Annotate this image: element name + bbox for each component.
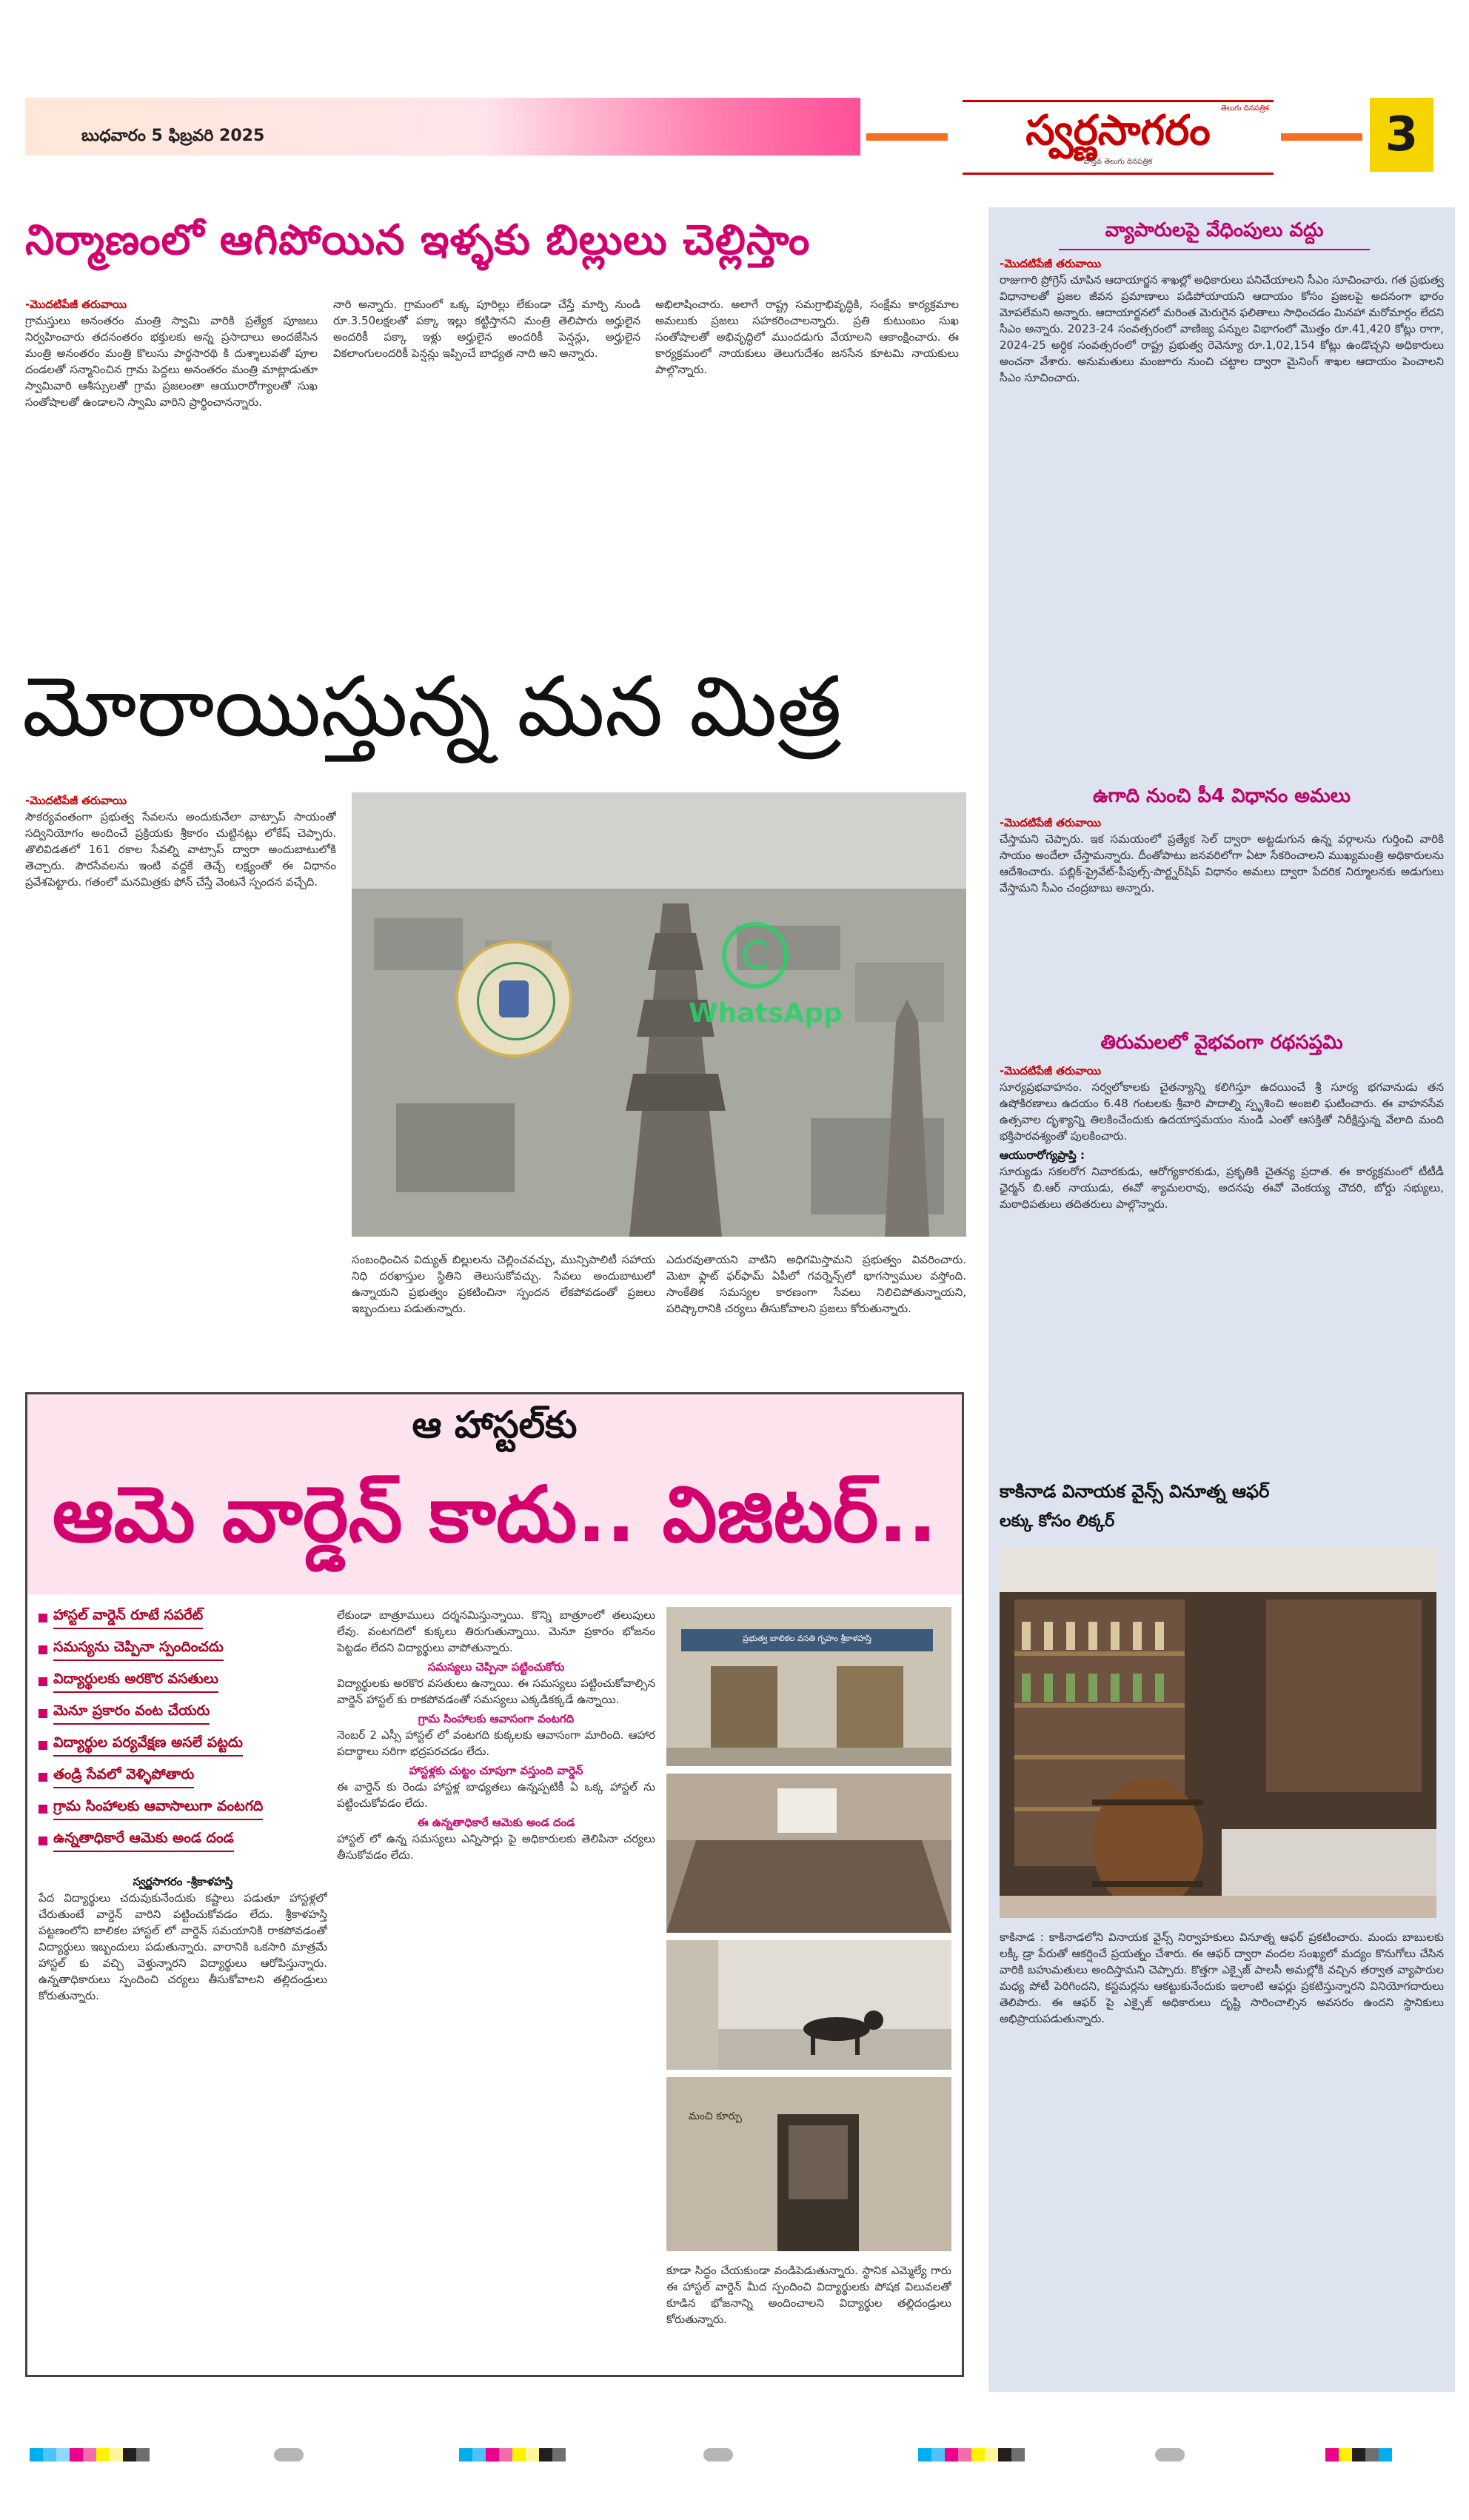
registration-pill-center [703,2448,733,2461]
article3-col2-subhead4: ఈ ఉన్నతాధికారే ఆమెకు అండ దండ [417,1816,575,1829]
kitchen-dog-scene [666,1940,951,2070]
sidebar-s1-text: రాజుగారి ప్రోగ్రెస్ చూపిన ఆదాయార్జన శాఖల్లో అధికారులు పనిచేయాలని సీఎం సూచించారు. గత ప్రభుత్వ విధానాలతో ప్రజల జీవన ప్రమాణాలు పడిపోయాయని ఆదాయం కోసం ప్రజలపై అదనంగా భారం మోపలేమని అన్నారు. ఆదాయార్జనలో మరింత మెరుగైన ఫలితాలు సాధించడం మినహా మరోమార్గం లేదని సీఎం అన్నారు. 2023-24 సంవత్సరంలో వాణిజ్య పన్నుల విభాగంలో మొత్తం రూ.41,420 కోట్లు రాగా, 2024-25 అర్ధిక సంవత్సరంలో రాష్ట్ర ప్రభుత్వ రెవెన్యూ రూ.1,02,154 కోట్లు ఉండొచ్చని అధికారులు అంచనా వేశారు. అనుమతులు మంజూరు నుంచి చట్టాల ద్వారా మైనింగ్ శాఖల ఆదాయం పెంచాలని సీఎం సూచించారు. [1000,273,1444,384]
hostel-photo-room [666,1774,951,1933]
hostel-sign-text: ప్రభుత్వ బాలికల వసతి గృహం శ్రీకాళహస్తి [742,1634,871,1643]
article1-byline: -మొదటిపేజీ తరువాయి [25,298,127,311]
sidebar-s3-subhead: ఆయురారోగ్యప్రాప్తి : [1000,1149,1085,1162]
bullet-text: హాస్టల్ వార్డెన్ రూటే సపరేట్ [53,1607,203,1629]
article3-headline: ఆమె వార్డెన్ కాదు.. విజిటర్.. [52,1469,937,1560]
city-photo [352,792,966,1237]
registration-pill-left [274,2448,304,2461]
bullet-square-icon [39,1773,47,1782]
sidebar-s1-head: వ్యాపారులపై వేధింపులు వద్దు [1059,219,1370,250]
hostel-wall-text: మంచి కూర్పు [689,2110,742,2122]
bullet-text: విద్యార్థులకు అరకొర వసతులు [53,1671,218,1693]
sidebar-s2-byline: -మొదటిపేజీ తరువాయి [1000,816,1102,829]
bullet-2 [39,1639,335,1661]
bullet-square-icon [39,1677,47,1686]
article1-col3 [655,296,959,652]
sidebar-s4-sub: లక్కు కోసం లిక్కర్ [1000,1512,1115,1531]
article2-col2 [352,1251,655,1377]
article3-col1-text: పేద విద్యార్థులు చదువుకునేందుకు కష్టాలు పడుతూ హాస్టళ్లలో చేరుతుంటే వార్డెన్ వారిని పట్టించుకోవడం లేదు. శ్రీకాళహస్తి పట్టణంలోని బాలికల హాస్టల్ లో వార్డెన్ సమయానికి రాకపోవడంతో విద్యార్థులు ఇబ్బందులు పడుతున్నారు. వారానికి ఒకసారి మాత్రమే హాస్టల్ కు వచ్చి వెళ్తున్నారని విద్యార్థులు ఆరోపిస్తున్నారు. ఉన్నతాధికారులు స్పందించి చర్యలు తీసుకోవాలని తల్లిదండ్రులు కోరుతున్నారు. [39,1891,327,2002]
bullet-text: విద్యార్థుల పర్యవేక్షణ అసలే పట్టదు [53,1734,243,1757]
room-scene [666,1774,951,1933]
sidebar-s4 [1000,1929,1444,2381]
article3-col2-subhead2: గ్రామ సింహాలకు ఆవాసంగా వంటగది [418,1712,575,1725]
bullet-8 [39,1830,335,1852]
hostel-photo-entrance [666,1607,951,1766]
article1-col2-text: నారి అన్నారు. గ్రామంలో ఒక్క పూరిల్లు లేకుండా చేస్తే మార్చి నుండి రూ.3.50లక్షలతో పక్కా ఇల్లు కట్టిస్తానని మంత్రి తెలిపారు అర్హులైన అందరికీ పక్కా ఇళ్లు అర్హులైన అందరికీ పెన్షన్లు, అర్హులైన వికలాంగులందరికీ పెన్షన్లు ఇప్పించే బాధ్యత నాది అని అన్నారు. [333,298,640,360]
bullet-text: గ్రామ సింహాలకు ఆవాసాలుగా వంటగది [53,1798,263,1820]
article3-col2-text-d: ఈ వార్డెన్ కు రెండు హాస్టళ్ల బాధ్యతలు ఉన్నప్పటికీ ఏ ఒక్క హాస్టల్ ను పట్టించుకోవడం లేదు. [337,1780,655,1810]
whatsapp-label: WhatsApp [689,998,843,1029]
article1-col2 [333,296,640,652]
sidebar-s4-text: కాకినాడ : కాకినాడలోని వినాయక వైన్స్ నిర్వాహకులు వినూత్న ఆఫర్ ప్రకటించారు. మందు బాబులకు లక్కీ డ్రా పేరుతో ఆకర్షించే ప్రయత్నం చేశారు. ఈ ఆఫర్ ద్వారా వందల సంఖ్యలో మద్యం కొనుగోలు చేసిన వారికి బహుమతులు అందిస్తామని చెప్పారు. కొత్తగా ఎక్సైజ్ పాలసీ అమల్లోకి వచ్చిన తర్వాత వ్యాపారుల మధ్య పోటీ పెరిగిందని, కస్టమర్లను ఆకట్టుకునేందుకు ఇలాంటి ఆఫర్లు ప్రకటిస్తున్నారని వినియోగదారులు తెలిపారు. ఈ ఆఫర్ పై ఎక్సైజ్ అధికారులు దృష్టి సారించాల్సిన అవసరం ఉందని స్థానికులు అభిప్రాయపడుతున్నారు. [1000,1931,1444,2025]
header-date: బుధవారం 5 ఫిబ్రవరి 2025 [81,127,265,145]
article2-photo [352,792,966,1237]
bullet-3 [39,1671,335,1693]
sidebar-s3-text: సూర్యప్రభవాహనం. సర్వలోకాలకు చైతన్యాన్ని కలిగిస్తూ ఉదయించే శ్రీ సూర్య భగవానుడు తన ఉషోకిరణాలు ఉదయం 6.48 గంటలకు శ్రీవారి పాదాల్ని స్పృశించి అంజలి ఘటించారు. ఈ వాహనసేవ ఉత్సవాల దృశ్యాన్ని తిలకించేందుకు ఉదయాస్తమయం నుండి ఎంతో ఆసక్తితో నిరీక్షిస్తున్న వేలాది మంది భక్తిపారవశ్యంతో పులకించారు. [1000,1080,1444,1143]
bullet-square-icon [39,1836,47,1845]
sidebar-s3-byline: -మొదటిపేజీ తరువాయి [1000,1064,1102,1077]
bullet-square-icon [39,1645,47,1654]
article2-headline: మోరాయిస్తున్న మన మిత్ర [22,659,842,755]
whatsapp-icon [722,922,789,989]
bullet-1 [39,1607,335,1629]
article3-bullets [39,1607,335,1862]
article3-col2-subhead3: హాస్టళ్లకు చుట్టం చూపుగా వస్తుంది వార్డెన్ [409,1764,583,1777]
bullet-text: తండ్రి సేవలో వెళ్ళిపోతారు [53,1766,194,1788]
bullet-square-icon [39,1614,47,1622]
sidebar-s4-head: కాకినాడ వినాయక వైన్స్ వినూత్న ఆఫర్ [1000,1481,1270,1502]
bullet-5 [39,1734,335,1757]
article1-col1 [25,296,318,652]
sidebar-s1-byline: -మొదటిపేజీ తరువాయి [1000,257,1102,270]
header-rule-right [1281,133,1362,141]
article3-col2-subhead1: సమస్యలు చెప్పినా పట్టించుకోరు [427,1660,565,1674]
article3-col3 [666,2262,951,2366]
color-strip-left [30,2448,150,2461]
entrance-scene [666,1607,951,1766]
article3-col3-text: కూడా సిద్ధం చేయకుండా వండిపెడుతున్నారు. స్థానిక ఎమ్మెల్యే గారు ఈ హాస్టల్ వార్డెన్ మీద స్పందించి విద్యార్థులకు పోషక విలువలతో కూడిన భోజనాన్ని అందించాలని విద్యార్థుల తల్లిదండ్రులు కోరుతున్నారు. [666,2264,951,2326]
masthead-top: తెలుగు దినపత్రిక [1220,104,1269,113]
hostel-photo-doorway [666,2077,951,2251]
page-number [1370,98,1433,172]
ap-emblem-icon [455,940,572,1057]
bullet-6 [39,1766,335,1788]
liquor-store-photo [1000,1548,1436,1918]
sidebar-s3-text2: సూర్యుడు సకలరోగ నివారకుడు, ఆరోగ్యకారకుడు, ప్రకృతికి చైతన్య ప్రదాత. ఈ కార్యక్రమంలో టీటీడీ ఛైర్మన్ బి.ఆర్ నాయుడు, ఈవో శ్యామలరావు, అదనపు ఈవో వెంకయ్య చౌదరి, బోర్డు సభ్యులు, మఠాధిపతులు తదితరులు పాల్గొన్నారు. [1000,1165,1444,1211]
bullet-text: ఉన్నతాధికారే ఆమెకు అండ దండ [53,1830,234,1852]
sidebar-s2-head: ఉగాది నుంచి పీ4 విధానం అమలు [1092,785,1351,807]
masthead-title: స్వర్ణసాగరం [1025,107,1211,155]
page-number-text: 3 [1385,107,1419,162]
color-strip-right [918,2448,1025,2461]
doorway-scene [666,2077,951,2251]
article2-byline: -మొదటిపేజీ తరువాయి [25,794,127,807]
sidebar-s1 [1000,255,1444,766]
bullet-text: మెనూ ప్రకారం వంట చేయరు [53,1702,210,1725]
article3-col2-text-b: విద్యార్థులకు అరకొర వసతులు ఉన్నాయి. ఈ సమస్యలు పట్టించుకోవాల్సిన వార్డెన్ హాస్టల్ కు రాకపోవడంతో సమస్యలు ఎక్కడికక్కడే ఉన్నాయి. [337,1677,655,1706]
header-rule [866,133,948,141]
bullet-square-icon [39,1741,47,1750]
article1-col1-text: గ్రామస్తులు అనంతరం మంత్రి స్వామి వారికి ప్రత్యేక పూజలు నిర్వహించారు తదనంతరం భక్తులకు అన్న ప్రసాదాలు అందజేసిన మంత్రి అనంతరం మంత్రి కొలుసు పార్థసారథి కి దుశ్శాలువతో పూల దండలతో సన్మానించిన గ్రామ పెద్దలు అనంతరం మంత్రి మాట్లాడుతూ స్వామివారి ఆశీస్సులతో గ్రామ ప్రజలంతా ఆయురారోగ్యాలతో సుఖ సంతోషాలతో ఉండాలని స్వామి వారిని ప్రార్థించానన్నారు. [25,314,318,409]
store-shelves [1000,1548,1436,1918]
article2-col3 [666,1251,966,1377]
article3-byline: స్వర్ణసాగరం -శ్రీకాళహస్తి [133,1875,233,1888]
bullet-square-icon [39,1805,47,1814]
color-strip-far-right [1325,2448,1392,2461]
article3-col2-text-c: నెంబర్ 2 ఎస్సీ హాస్టల్ లో వంటగది కుక్కలకు ఆవాసంగా మారింది. ఆహార పదార్థాలు సరిగా భద్రపరచడం లేదు. [337,1728,655,1758]
hostel-photo-kitchen-dog [666,1940,951,2070]
article2-col3-text: ఎదురవుతాయని వాటిని అధిగమిస్తామని ప్రభుత్వం వివరించారు. మెటా ఫ్లాట్ ఫర్‌ఫామ్ ఏపీలో గవర్నెన్స్‌లో భాగస్వాముల వస్తోంది. సాంకేతిక సమస్యల కారణంగా సేవలు నిలిచిపోతున్నాయని, పరిష్కారానికి చర్యలు తీసుకోవాలని ప్రజలు కోరుతున్నారు. [666,1253,966,1315]
bullet-text: సమస్యను చెప్పినా స్పందించదు [53,1639,224,1661]
article3-col2-text-e: హాస్టల్ లో ఉన్న సమస్యలు ఎన్నిసార్లు పై అధికారులకు తెలిపినా చర్యలు తీసుకోవడం లేదు. [337,1832,655,1862]
article3-kicker: ఆ హాస్టల్‌కు [412,1403,578,1446]
sidebar-s3-head: తిరుమలలో వైభవంగా రథసప్తమి [1100,1032,1343,1054]
article3-col2 [337,1607,655,2362]
article2-col1-text: సౌకర్యవంతంగా ప్రభుత్వ సేవలను అందుకునేలా వాట్సాప్ సాయంతో సద్వినియోగం అందించే ప్రక్రియకు శ్రీకారం చుట్టినట్లు లోకేష్ చెప్పారు. తొలివిడతలో 161 రకాల సేవల్ని వాట్సాప్ ద్వారా అందుబాటులోకి తెచ్చారు. పౌరసేవలను ఇంటి వద్దకే తెచ్చే లక్ష్యంతో ఈ విధానం ప్రవేశపెట్టారు. గతంలో మనమిత్రకు ఫోన్ చేస్తే వెంటనే స్పందన వచ్చేది. [25,810,336,889]
article1-headline: నిర్మాణంలో ఆగిపోయిన ఇళ్ళకు బిల్లులు చెల్లిస్తాం [25,216,811,264]
article3-col1 [39,1874,327,2362]
bullet-4 [39,1702,335,1725]
sidebar-s2 [1000,815,1444,1022]
sidebar-s2-text: చేస్తామని చెప్పారు. ఇక సమయంలో ప్రత్యేక సెల్ ద్వారా అట్టడుగున ఉన్న వర్గాలను గుర్తించి వారికి సాయం అందేలా చేస్తామన్నారు. దీంతోపాటు జనవరిలోగా ఏటా సేకరించాలని ముఖ్యమంత్రి అధికారులను ఆదేశించారు. పబ్లిక్-ప్రైవేట్-పీపుల్స్-పార్ట్నర్‌షిప్ విధానం అమలు ద్వారా పేదరిక నిర్మూలనకు అడుగులు వేస్తామని సీఎం చంద్రబాబు అన్నారు. [1000,832,1444,895]
sidebar-s3 [1000,1063,1444,1470]
masthead-sub: వాస్తవ తెలుగు దినపత్రిక [1083,158,1153,166]
bullet-square-icon [39,1709,47,1718]
bullet-7 [39,1798,335,1820]
masthead [963,100,1274,175]
article3-col2-text: లేకుండా బాత్రూములు దర్శనమిస్తున్నాయి. కొన్ని బాత్రూంలో తలుపులు లేవు. వంటగదిలో కుక్కలు తిరుగుతున్నాయి. మెనూ ప్రకారం భోజనం పెట్టడం లేదని విద్యార్థులు వాపోతున్నారు. [337,1608,655,1654]
article1-col3-text: అభిలాషించారు. అలాగే రాష్ట్ర సమగ్రాభివృద్ధికి, సంక్షేమ కార్యక్రమాల అమలుకు ప్రజలు సహకరించాలన్నారు. ప్రతి కుటుంబం సుఖ సంతోషాలతో అభివృద్ధిలో ముందడుగు వేయాలని ఆకాంక్షించారు. ఈ కార్యక్రమంలో నాయకులు తెలుగుదేశం జనసేన కూటమి నాయకులు పాల్గొన్నారు. [655,298,959,376]
registration-pill-right [1155,2448,1185,2461]
article2-col1 [25,792,336,1370]
color-strip-center [459,2448,566,2461]
article2-col2-text: సంబంధించిన విద్యుత్ బిల్లులను చెల్లించవచ్చు, మున్సిపాలిటీ సహాయ నిధి దరఖాస్తుల స్థితిని తెలుసుకోవచ్చు. సేవలు అందుబాటులో ఉన్నాయని ప్రభుత్వం ప్రకటించినా స్పందన లేకపోవడంతో ప్రజలు ఇబ్బందులు పడుతున్నారు. [352,1253,655,1315]
